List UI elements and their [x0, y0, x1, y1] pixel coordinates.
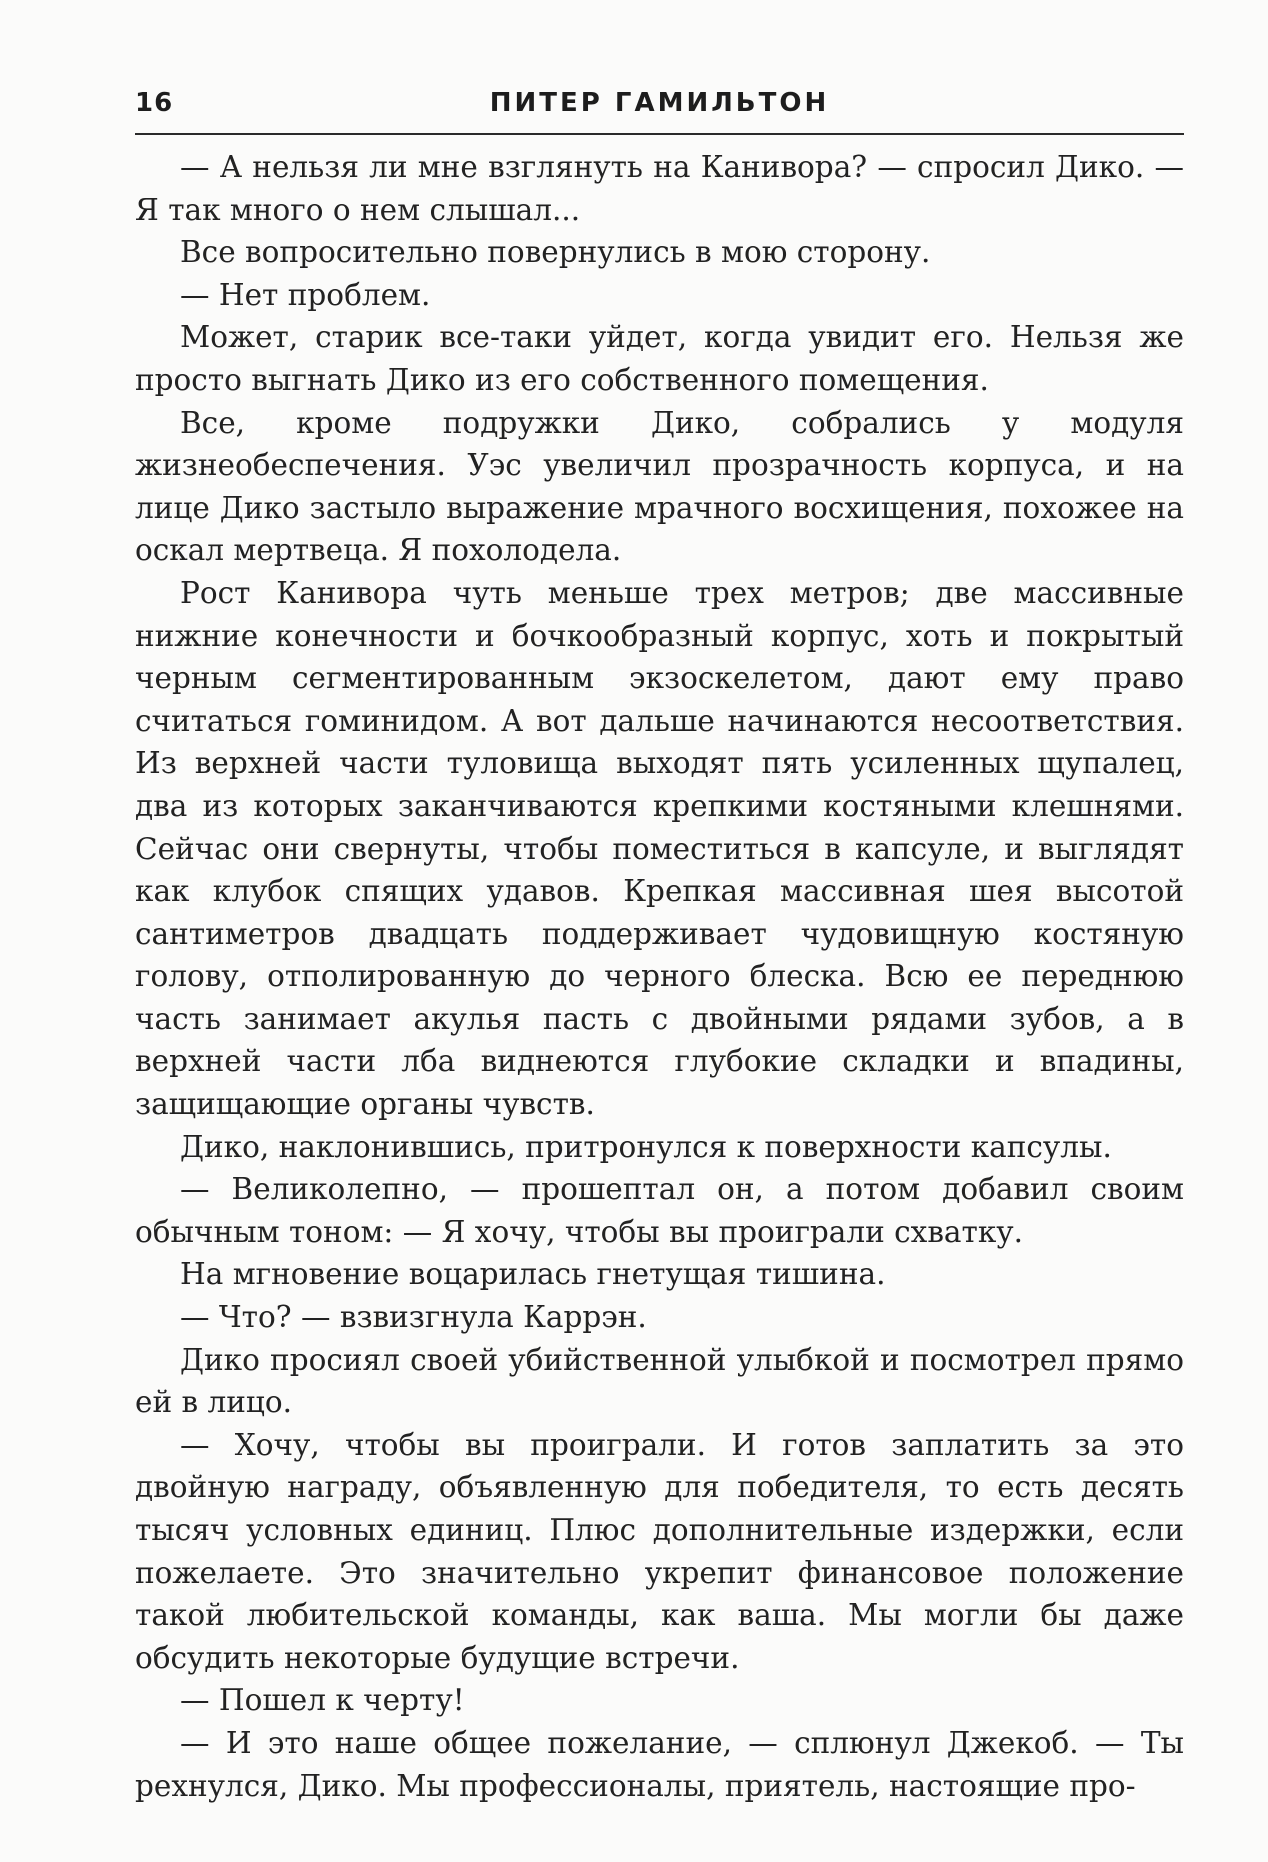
running-head-author: ПИТЕР ГАМИЛЬТОН — [489, 88, 830, 118]
paragraph: — Пошел к черту! — [180, 1683, 465, 1718]
page-number: 16 — [135, 88, 174, 118]
paragraph: — И это наше общее пожелание, — сплюнул Джекоб. — Ты рехнулся, Дико. Мы профессионалы, приятель, настоящие про- — [135, 1725, 1184, 1803]
paragraph: Рост Канивора чуть меньше трех метров; две массивные нижние конечности и бочкообразный корпус, хоть и покрытый черным сегментированным экзоскелетом, дают ему право считаться гоминидом. А вот дальше начинаются несоответствия. Из верхней части туловища выходят пять усиленных щупалец, два из которых заканчиваются крепкими костяными клешнями. Сейчас они свернуты, чтобы поместиться в капсуле, и выглядят как клубок спящих удавов. Крепкая массивная шея высотой сантиметров двадцать поддерживает чудовищную костяную голову, отполированную до черного блеска. Всю ее переднюю часть занимает акулья пасть с двойными рядами зубов, а в верхней части лба виднеются глубокие складки и впадины, защищающие органы чувств. — [135, 575, 1184, 1122]
paragraph: Все вопросительно повернулись в мою сторону. — [180, 235, 931, 270]
paragraph: — А нельзя ли мне взглянуть на Канивора? — спросил Дико. — Я так много о нем слышал... — [135, 150, 1184, 227]
body-text — [135, 146, 1184, 1807]
paragraph: Все, кроме подружки Дико, собрались у модуля жизнеобеспечения. Уэс увеличил прозрачность корпуса, и на лице Дико застыло выражение мрачного восхищения, похожее на оскал мертвеца. Я похолодела. — [135, 405, 1184, 568]
paragraph: — Что? — взвизгнула Каррэн. — [180, 1300, 647, 1335]
paragraph: Дико просиял своей убийственной улыбкой и посмотрел прямо ей в лицо. — [135, 1342, 1184, 1420]
paragraph: — Хочу, чтобы вы проиграли. И готов заплатить за это двойную награду, объявленную для победителя, то есть десять тысяч условных единиц. Плюс дополнительные издержки, если пожелаете. Это значительно укрепит финансовое положение такой любительской команды, как ваша. Мы могли бы даже обсудить некоторые будущие встречи. — [135, 1427, 1184, 1675]
header-rule — [135, 133, 1184, 135]
running-head — [135, 88, 1184, 128]
paragraph: На мгновение воцарилась гнетущая тишина. — [180, 1257, 886, 1292]
paragraph: Может, старик все-таки уйдет, когда увидит его. Нельзя же просто выгнать Дико из его собственного помещения. — [135, 320, 1184, 397]
paragraph: Дико, наклонившись, притронулся к поверхности капсулы. — [180, 1129, 1112, 1164]
paragraph: — Великолепно, — прошептал он, а потом добавил своим обычным тоном: — Я хочу, чтобы вы проиграли схватку. — [135, 1172, 1184, 1249]
paragraph: — Нет проблем. — [180, 277, 431, 312]
